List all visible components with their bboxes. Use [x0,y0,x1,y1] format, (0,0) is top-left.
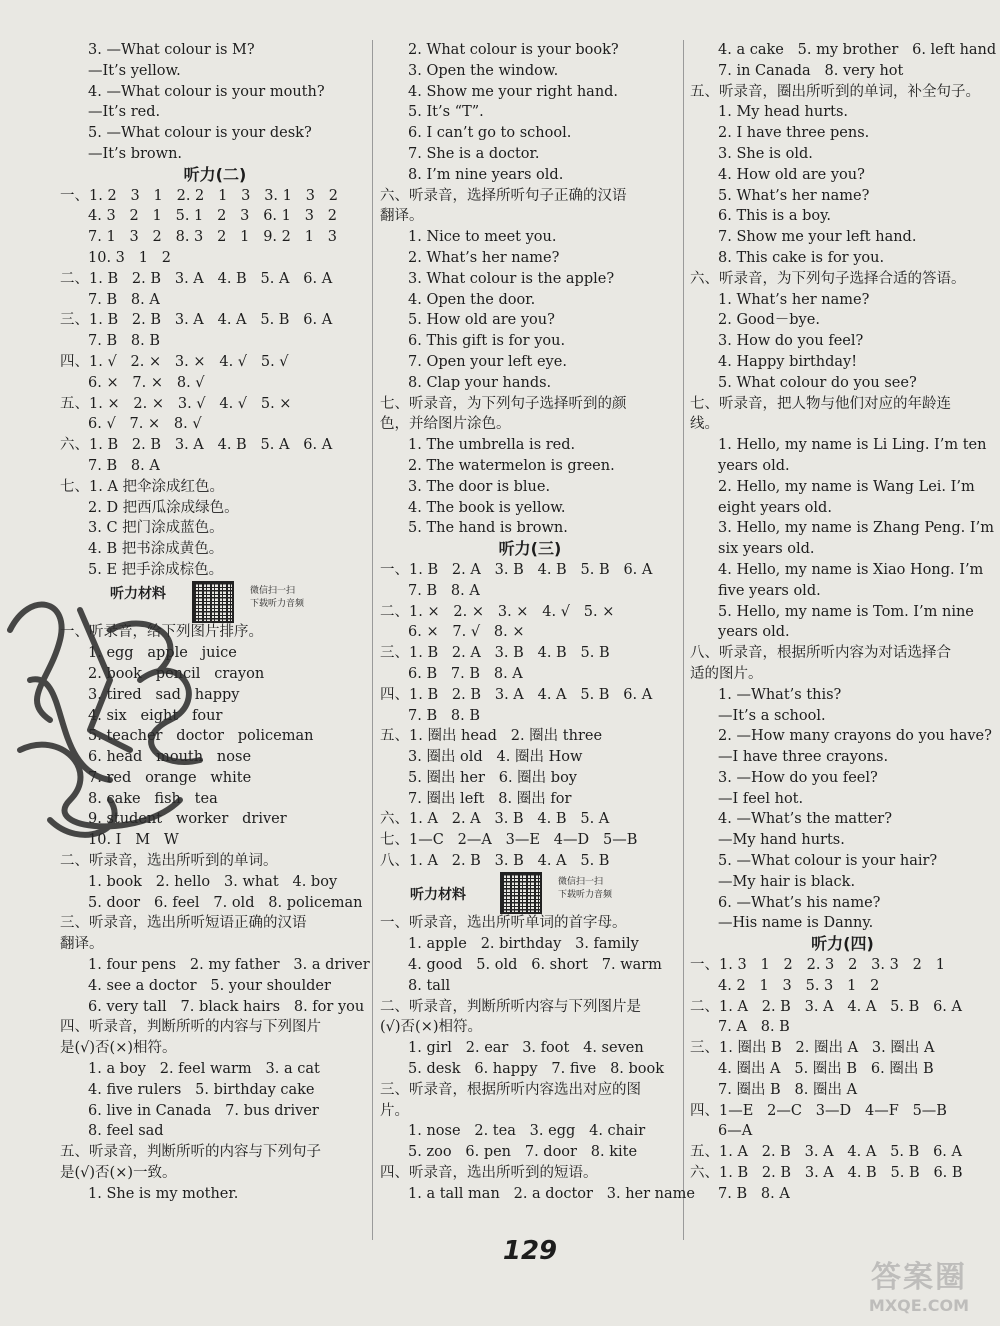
answer-line: 6. × 7. √ 8. × [408,624,525,641]
answer-line: 六、1. B 2. B 3. A 4. B 5. B 6. B [690,1165,963,1182]
answer-line: 10. I M W [88,832,179,849]
answer-line: —I have three crayons. [718,749,889,766]
answer-line: 一、1. 3 1 2 2. 3 2 3. 3 2 1 [690,957,945,974]
qr-note-download: 下载听力音频 [250,598,305,609]
answer-line: 6. I can’t go to school. [408,125,572,142]
answer-line: 4. The book is yellow. [408,499,566,516]
answer-line: 2. The watermelon is green. [408,457,615,474]
answer-line: 5. desk 6. happy 7. five 8. book [408,1061,665,1078]
answer-line: 2. book pencil crayon [88,665,265,682]
answer-line: 1. book 2. hello 3. what 4. boy [88,873,338,890]
site-watermark [844,1252,994,1324]
answer-line: 8. This cake is for you. [718,249,885,266]
answer-line: 五、听录音，判断所听的内容与下列句子 [60,1144,321,1161]
answer-line: 3. How do you feel? [718,333,864,350]
answer-line: 7. B 8. A [88,291,160,308]
qr-code-icon [500,872,542,914]
answer-line: 7. Open your left eye. [408,353,567,370]
answer-line: 四、1. B 2. B 3. A 4. A 5. B 6. A [380,686,653,703]
answer-line: 八、听录音，根据所听内容为对话选择合 [690,645,951,662]
answer-line: 一、听录音，给下列图片排序。 [60,624,263,641]
answer-line: 10. 3 1 2 [88,249,171,266]
answer-line: 是(√)否(×)一致。 [60,1165,177,1182]
watermark-logo-text: 答案圈 [871,1260,967,1295]
answer-line: 五、1. 圈出 head 2. 圈出 three [380,728,603,745]
answer-line: 4. Open the door. [408,291,536,308]
watermark-url: MXQE.COM [868,1296,970,1315]
answer-line: 三、1. B 2. A 3. B 4. B 5. B [380,645,610,662]
answer-line: 5. teacher doctor policeman [88,728,314,745]
answer-line: 二、1. B 2. B 3. A 4. B 5. A 6. A [60,270,333,287]
answer-line: —I feel hot. [718,790,804,807]
answer-line: 4. Hello, my name is Xiao Hong. I’m [718,561,984,578]
answer-line: 7. A 8. B [718,1019,790,1036]
answer-line: 八、1. A 2. B 3. B 4. A 5. B [380,853,610,870]
answer-line: six years old. [718,541,815,558]
answer-line: 5. —What colour is your hair? [718,853,938,870]
answer-line: 1. girl 2. ear 3. foot 4. seven [408,1040,644,1057]
answer-line: 五、听录音，圈出所听到的单词，补全句子。 [690,83,980,100]
answer-line: 二、听录音，选出所听到的单词。 [60,853,278,870]
listening-material-label: 听力材料 [410,886,466,903]
answer-line: 7. 圈出 left 8. 圈出 for [408,790,572,807]
answer-line: 7. Show me your left hand. [718,229,917,246]
answer-line: 3. What colour is the apple? [408,270,615,287]
answer-line: 4. 3 2 1 5. 1 2 3 6. 1 3 2 [88,208,337,225]
answer-line: 7. red orange white [88,769,252,786]
answer-line: —His name is Danny. [718,915,874,932]
answer-line: 3. 圈出 old 4. 圈出 How [408,749,583,766]
answer-line: 2. Hello, my name is Wang Lei. I’m [718,478,975,495]
answer-line: 1. —What’s this? [718,686,842,703]
answer-line: 5. The hand is brown. [408,520,568,537]
answer-line: 六、1. A 2. A 3. B 4. B 5. A [380,811,610,828]
qr-note-scan: 微信扫一扫 [558,876,604,887]
answer-line: 1. What’s her name? [718,291,870,308]
answer-line: 1. a tall man 2. a doctor 3. her name [408,1185,695,1202]
answer-line: 5. —What colour is your desk? [88,125,312,142]
answer-line: 六、听录音，选择所听句子正确的汉语 [380,187,627,204]
answer-line: 适的图片。 [690,665,763,682]
answer-line: 9. student worker driver [88,811,287,828]
answer-line: 7. 圈出 B 8. 圈出 A [718,1081,858,1098]
answer-line: 5. E 把手涂成棕色。 [88,561,224,578]
answer-line: 6. very tall 7. black hairs 8. for you [88,998,365,1015]
answer-line: 3. Open the window. [408,62,559,79]
answer-line: 1. four pens 2. my father 3. a driver [88,957,370,974]
answer-line: 三、1. B 2. B 3. A 4. A 5. B 6. A [60,312,333,329]
answer-line: 7. B 8. B [88,333,161,350]
answer-line: 翻译。 [60,936,104,953]
answer-line: 六、听录音，为下列句子选择合适的答语。 [690,270,966,287]
answer-line: eight years old. [718,499,832,516]
answer-line: 8. cake fish tea [88,790,218,807]
answer-line: 3. She is old. [718,145,813,162]
qr-download-block [380,872,680,914]
answer-line: 6. This is a boy. [718,208,831,225]
answer-line: five years old. [718,582,821,599]
answer-line: 翻译。 [380,208,424,225]
answer-line: 三、听录音，根据所听内容选出对应的图 [380,1081,641,1098]
answer-line: 4. —What colour is your mouth? [88,83,325,100]
answer-line: 2. —How many crayons do you have? [718,728,992,745]
answer-line: 4. 2 1 3 5. 3 1 2 [718,977,880,994]
answer-line: —It’s brown. [88,145,183,162]
answer-line: 四、听录音，判断所听的内容与下列图片 [60,1019,321,1036]
answer-line: 四、1—E 2—C 3—D 4—F 5—B [690,1102,947,1119]
answer-line: 3. —How do you feel? [718,769,878,786]
answer-line: 3. —What colour is M? [88,42,255,58]
answer-line: 4. see a doctor 5. your shoulder [88,977,331,994]
qr-note [250,585,304,611]
answer-line: 5. What’s her name? [718,187,870,204]
answer-line: 4. 圈出 A 5. 圈出 B 6. 圈出 B [718,1061,934,1078]
answer-line: 5. 圈出 her 6. 圈出 boy [408,769,577,786]
answer-line: 4. good 5. old 6. short 7. warm [408,957,662,974]
answer-line: 8. tall [408,977,451,994]
answer-line: 1. a boy 2. feel warm 3. a cat [88,1061,320,1078]
answer-line: 三、听录音，选出所听短语正确的汉语 [60,915,307,932]
answer-line: 7. B 8. B [408,707,481,724]
answer-line: 2. What’s her name? [408,249,560,266]
listening-material-label: 听力材料 [110,585,166,602]
answer-line: 7. B 8. A [408,582,480,599]
answer-line: 6—A [718,1123,753,1140]
answer-line: 二、听录音，判断所听内容与下列图片是 [380,998,641,1015]
column-middle [380,40,695,1205]
answer-line: 片。 [380,1102,409,1119]
answer-line: years old. [718,457,790,474]
answer-line: 6. —What’s his name? [718,894,881,911]
answer-line: —It’s a school. [718,707,826,724]
answer-line: 4. How old are you? [718,166,865,183]
answer-line: years old. [718,624,790,641]
answer-line: 3. C 把门涂成蓝色。 [88,520,224,537]
answer-line: 1. apple 2. birthday 3. family [408,936,639,953]
qr-note-scan: 微信扫一扫 [250,585,296,596]
answer-line: 4. six eight four [88,707,223,724]
answer-line: 6. × 7. × 8. √ [88,374,205,391]
answer-line: —My hair is black. [718,873,856,890]
answer-line: 五、1. × 2. × 3. √ 4. √ 5. × [60,395,292,412]
answer-line: 4. Show me your right hand. [408,83,619,100]
answer-line: 7. She is a doctor. [408,145,540,162]
column-divider-1 [372,40,373,1240]
answer-line: —It’s red. [88,104,161,121]
answer-line: 6. √ 7. × 8. √ [88,416,202,433]
answer-line: 五、1. A 2. B 3. A 4. A 5. B 6. A [690,1144,962,1161]
answer-line: 1. Hello, my name is Li Ling. I’m ten [718,437,987,454]
answer-line: 8. I’m nine years old. [408,166,564,183]
answer-line: 6. head mouth nose [88,749,252,766]
answer-line: 七、听录音，把人物与他们对应的年龄连 [690,395,951,412]
answer-line: 7. B 8. A [718,1185,790,1202]
answer-line: 6. This gift is for you. [408,333,566,350]
answer-line: (√)否(×)相符。 [380,1019,483,1036]
answer-line: 5. zoo 6. pen 7. door 8. kite [408,1144,638,1161]
handwritten-scribble-stamp [0,570,230,860]
answer-line: 1. The umbrella is red. [408,437,576,454]
answer-line: 七、听录音，为下列句子选择听到的颜 [380,395,627,412]
section-heading: 听力(二) [183,164,247,184]
answer-line: 二、1. A 2. B 3. A 4. A 5. B 6. A [690,998,962,1015]
answer-line: 4. Happy birthday! [718,353,858,370]
answer-line: 6. live in Canada 7. bus driver [88,1102,319,1119]
answer-line: 7. 1 3 2 8. 3 2 1 9. 2 1 3 [88,229,337,246]
answer-line: 5. Hello, my name is Tom. I’m nine [718,603,974,620]
answer-line: 一、1. 2 3 1 2. 2 1 3 3. 1 3 2 [60,187,338,204]
answer-line: 2. I have three pens. [718,125,870,142]
answer-line: 5. It’s “T”. [408,104,484,121]
answer-line: 7. B 8. A [88,457,160,474]
answer-line: 5. What colour do you see? [718,374,917,391]
answer-line: 1. Nice to meet you. [408,229,557,246]
answer-line: 2. D 把西瓜涂成绿色。 [88,499,239,516]
answer-line: 1. egg apple juice [88,645,237,662]
answer-line: 一、1. B 2. A 3. B 4. B 5. B 6. A [380,561,653,578]
column-right [690,40,995,1205]
answer-line: 三、1. 圈出 B 2. 圈出 A 3. 圈出 A [690,1040,935,1057]
answer-line: 1. nose 2. tea 3. egg 4. chair [408,1123,646,1140]
answer-line: 5. How old are you? [408,312,555,329]
answer-line: 2. Good－bye. [718,312,820,329]
answer-line: 七、1. A 把伞涂成红色。 [60,478,225,495]
answer-line: 5. door 6. feel 7. old 8. policeman [88,894,363,911]
answer-line: 7. in Canada 8. very hot [718,62,904,79]
answer-line: 4. B 把书涂成黄色。 [88,541,224,558]
answer-line: 3. tired sad happy [88,686,240,703]
answer-line: 8. Clap your hands. [408,374,552,391]
answer-line: 3. The door is blue. [408,478,551,495]
answer-line: 四、听录音，选出所听到的短语。 [380,1165,598,1182]
section-heading: 听力(三) [498,539,562,559]
answer-line: 一、听录音，选出所听单词的首字母。 [380,915,627,932]
qr-note [558,876,612,902]
answer-line: 七、1—C 2—A 3—E 4—D 5—B [380,832,638,849]
answer-line: 4. a cake 5. my brother 6. left hand [718,42,997,58]
answer-line: —It’s yellow. [88,62,181,79]
column-divider-2 [683,40,684,1240]
page-number: 129 [502,1236,558,1266]
answer-line: —My hand hurts. [718,832,845,849]
answer-line: 2. What colour is your book? [408,42,619,58]
answer-line: 四、1. √ 2. × 3. × 4. √ 5. √ [60,353,289,370]
answer-line: 1. She is my mother. [88,1185,239,1202]
qr-note-download: 下载听力音频 [558,889,613,900]
answer-line: 6. B 7. B 8. A [408,665,523,682]
answer-line: 六、1. B 2. B 3. A 4. B 5. A 6. A [60,437,333,454]
answer-line: 8. feel sad [88,1123,164,1140]
answer-line: 是(√)否(×)相符。 [60,1040,177,1057]
answer-line: 4. five rulers 5. birthday cake [88,1081,315,1098]
answer-line: 色，并给图片涂色。 [380,416,511,433]
answer-line: 3. Hello, my name is Zhang Peng. I’m [718,520,994,537]
answer-line: 1. My head hurts. [718,104,849,121]
answer-line: 4. —What’s the matter? [718,811,893,828]
section-heading: 听力(四) [811,934,874,954]
answer-line: 二、1. × 2. × 3. × 4. √ 5. × [380,603,615,620]
answer-line: 线。 [690,416,719,433]
